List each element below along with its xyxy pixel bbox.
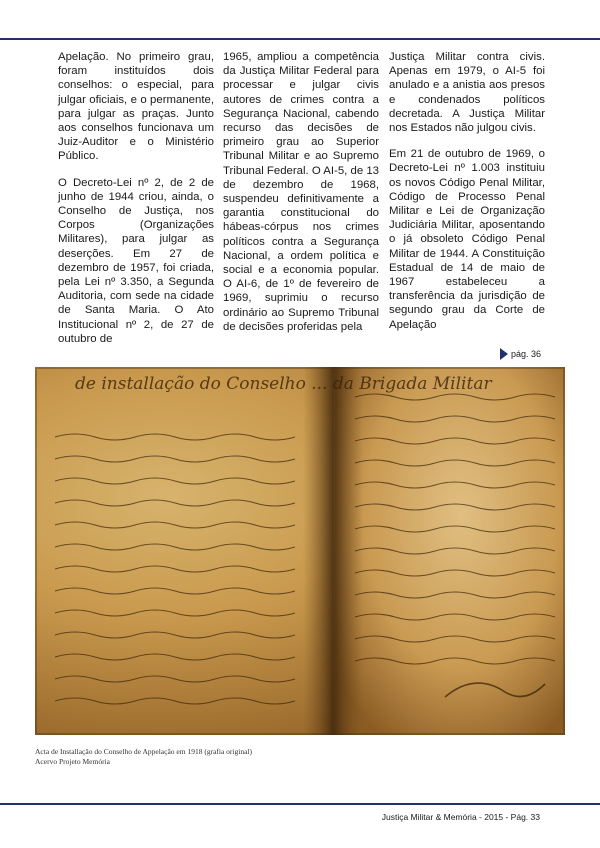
paragraph: Justiça Militar contra civis. Apenas em 1979, o AI-5 foi anulado e a anistia aos presos e condenados políticos decretada. A Justiça Militar nos Estados não julgou civis. <box>389 51 545 135</box>
column-3 <box>389 50 545 344</box>
paragraph: Apelação. No primeiro grau, foram instituídos dois conselhos: o especial, para julgar oficiais, e o permanente, para julgar as praças. Junto aos conselhos funcionava um Juiz-Auditor e o Ministério Público. <box>58 51 214 163</box>
arrow-right-icon <box>500 348 508 360</box>
column-1 <box>58 50 214 358</box>
manuscript-illustration <box>35 367 565 735</box>
paragraph: 1965, ampliou a competência da Justiça Militar Federal para processar e julgar civis autores de crimes contra a Segurança Nacional, cabendo recurso das decisões de primeiro grau ao Superior Tribunal Militar e ao Supremo Tribunal Federal. O AI-5, de 13 de dezembro de 1968, suspendeu definitivamente a garantia constitucional do hábeas-córpus nos crimes políticos contra a Segurança Nacional, a ordem política e social e a economia popular. O AI-6, de 1º de fevereiro de 1969, suprimiu o recurso ordinário ao Supremo Tribunal de decisões proferidas pela <box>223 51 379 333</box>
caption-credit: Acervo Projeto Memória <box>35 757 110 766</box>
photo-caption <box>35 747 252 767</box>
continue-link[interactable] <box>500 348 541 360</box>
article-body <box>0 50 600 355</box>
caption-title: Acta de Installação do Conselho de Appelação em 1918 (grafia original) <box>35 747 253 756</box>
manuscript-heading: de installação do Conselho ... da Brigada Militar <box>75 374 492 394</box>
handwriting-lines-left <box>55 434 295 704</box>
paragraph: O Decreto-Lei nº 2, de 2 de junho de 1944 criou, ainda, o Conselho de Justiça, nos Corpos (Organizações Militares), para julgar as deserções. Em 27 de dezembro de 1957, foi criada, pela Lei nº 3.350, a Segunda Auditoria, com sede na cidade de Santa Maria. O Ato Institucional nº 2, de 27 de outubro de <box>58 176 214 345</box>
continue-page-label: pág. 36 <box>511 349 542 359</box>
top-rule <box>0 38 600 40</box>
column-2 <box>223 50 379 346</box>
bottom-rule <box>0 803 600 805</box>
paragraph: Em 21 de outubro de 1969, o Decreto-Lei nº 1.003 instituiu os novos Código Penal Militar, Código de Processo Penal Militar e Lei de Organização Judiciária Militar, aposentando o já obsoleto Código Penal Militar de 1944. A Constituição Estadual de 14 de maio de 1967 estabeleceu a transferência da jurisdição de segundo grau da Corte de Apelação <box>389 148 545 331</box>
page-footer: Justiça Militar & Memória - 2015 - Pág. 33 <box>381 812 540 822</box>
manuscript-photo <box>35 367 565 735</box>
